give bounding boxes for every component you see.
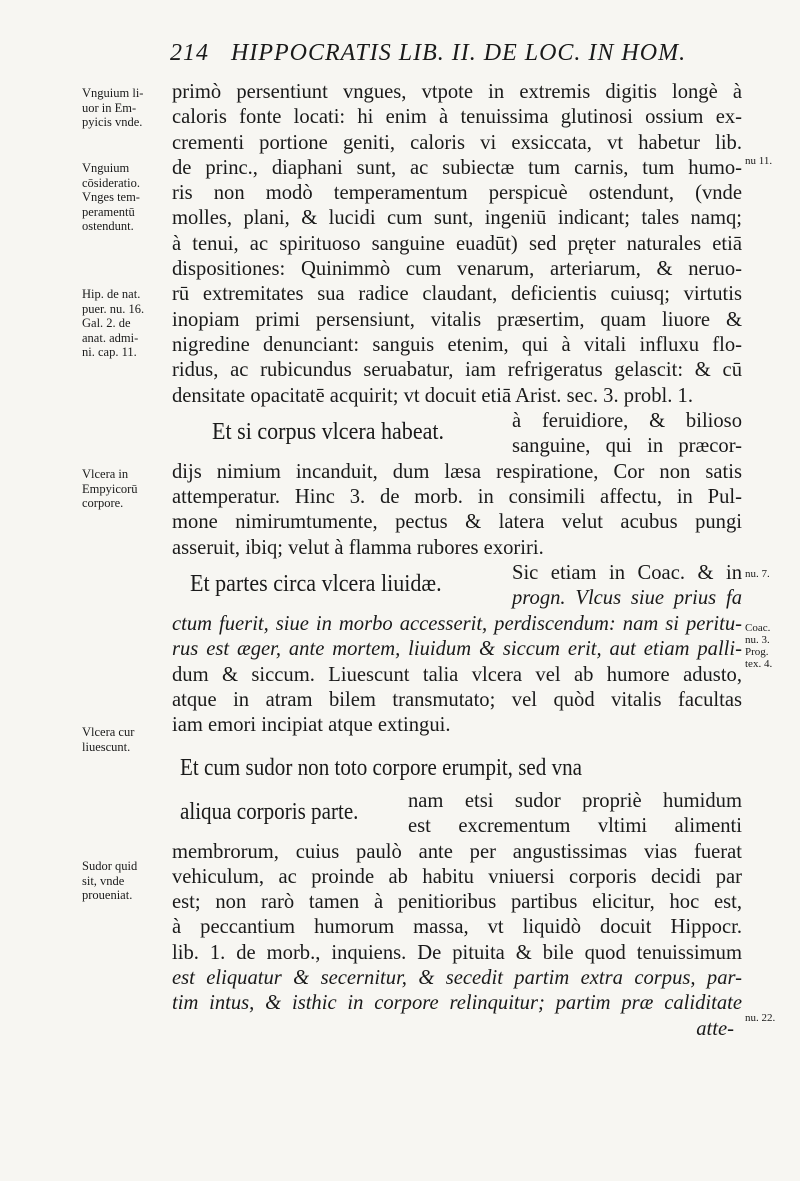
text-line: atque in atram bilem transmutato; vel quòd vitalis facultas (172, 688, 742, 711)
text-line: dijs nimium incanduit, dum læsa respiratione, Cor non satis (172, 460, 742, 483)
text-line: dispositiones: Quinimmò cum venarum, arteriarum, & neruo- (172, 258, 742, 281)
text-line: ctum fuerit, siue in morbo accesserit, perdiscendum: nam si peritu- (172, 613, 742, 636)
paragraph (172, 80, 742, 409)
text-line: à peccantium humorum massa, vt liquidò docuit Hippocr. (172, 916, 742, 939)
paragraph (172, 840, 742, 1017)
text-line: tim intus, & isthic in corpore relinquitur; partim præ caliditate (172, 992, 742, 1015)
text-line: nam etsi sudor propriè humidum (408, 789, 742, 812)
spacer (172, 739, 742, 751)
text-line: inopiam primi persensiunt, vitalis præsertim, quam liuore & (172, 308, 742, 331)
lemma-block (172, 409, 742, 460)
text-line: mone nimirumtumente, pectus & latera velut acubus pungi (172, 511, 742, 534)
margin-note-left: Hip. de nat. puer. nu. 16. Gal. 2. de anat. admi- ni. cap. 11. (82, 287, 145, 359)
text-line: est; non rarò tamen à penitioribus partibus elicitur, hoc est, (172, 891, 742, 914)
margin-note-left: Sudor quid sit, vnde proueniat. (82, 859, 138, 902)
catchword: atte- (696, 1017, 734, 1040)
text-line: de princ., diaphani sunt, ac subiectæ tum carnis, tum humo- (172, 156, 742, 179)
text-line: nigredine denunciant: sanguis etenim, qui à vitali influxu flo- (172, 333, 742, 356)
text-line: vehiculum, ac proinde ab habitu vniuersi corporis decidi par (172, 865, 742, 888)
text-line: caloris fonte locati: hi enim à tenuissima glutinosi ossium ex- (172, 106, 742, 129)
margin-note-right: Coac. nu. 3. Prog. tex. 4. (745, 622, 773, 670)
text-line: ridus, ac rubicundus seruabatur, iam refrigeratus gelascit: & cū (172, 359, 742, 382)
text-line: iam emori incipiat atque extingui. (172, 714, 451, 737)
text-line: asseruit, ibiq; velut à flamma rubores exoriri. (172, 536, 544, 559)
text-line: attemperatur. Hinc 3. de morb. in consimili affectu, in Pul- (172, 486, 742, 509)
text-line: est excrementum vltimi alimenti (408, 814, 742, 837)
text-line: Sic etiam in Coac. & in (512, 562, 742, 585)
text-line: sanguine, qui in præcor- (512, 435, 742, 458)
main-text (172, 80, 742, 1042)
text-line: densitate opacitatē acquirit; vt docuit etiā Arist. sec. 3. probl. 1. (172, 384, 693, 407)
lemma-commentary (512, 409, 742, 460)
lemma-commentary (408, 789, 742, 840)
text-line: rus est æger, ante mortem, liuidum & siccum erit, aut etiam palli- (172, 638, 742, 661)
margin-note-right: nu. 7. (745, 568, 770, 580)
paragraph (172, 460, 742, 561)
page-number: 214 (170, 40, 209, 66)
lemma-block (172, 561, 742, 612)
margin-note-right: nu 11. (745, 155, 773, 167)
text-line: membrorum, cuius paulò ante per angustissimas vias fuerat (172, 840, 742, 863)
running-head (170, 40, 730, 67)
margin-note-left: Vlcera in Empyicorū corpore. (82, 467, 138, 510)
lemma-block (172, 751, 742, 789)
text-line: molles, plani, & lucidi cum sunt, ingeniū indicant; tales namq; (172, 207, 742, 230)
margin-note-left: Vnguium li- uor in Em- pyicis vnde. (82, 86, 144, 129)
lemma-heading: Et partes circa vlcera liuidæ. (190, 570, 442, 598)
text-line: à tenui, ac spirituoso sanguine euadūt) sed pręter naturales etiā (172, 232, 742, 255)
margin-note-left: Vnguium cōsideratio. Vnges tem- peramentū ostendunt. (82, 161, 140, 233)
running-title: HIPPOCRATIS LIB. II. DE LOC. IN HOM. (231, 40, 687, 66)
text-line: crementi portione geniti, caloris vi exsiccata, vt habetur lib. (172, 131, 742, 154)
text-line: rū extremitates sua radice claudant, deficientis cuiusq; virtutis (172, 283, 742, 306)
margin-note-right: nu. 22. (745, 1012, 776, 1024)
text-line: est eliquatur & secernitur, & secedit partim extra corpus, par- (172, 967, 742, 990)
lemma-heading: Et si corpus vlcera habeat. (212, 417, 445, 445)
lemma-heading: Et cum sudor non toto corpore erumpit, sed vna (180, 753, 583, 781)
text-line: lib. 1. de morb., inquiens. De pituita & bile quod tenuissimum (172, 941, 742, 964)
catchword-row (172, 1017, 742, 1042)
text-line: dum & siccum. Liuescunt talia vlcera vel ab humore adusto, (172, 663, 742, 686)
lemma-commentary (512, 561, 742, 612)
paragraph (172, 612, 742, 738)
text-line: primò persentiunt vngues, vtpote in extremis digitis longè à (172, 81, 742, 103)
lemma-block (172, 789, 742, 840)
text-line: ris non modò temperamentum perspicuè ostendunt, (vnde (172, 182, 742, 205)
text-line: à feruidiore, & bilioso (512, 409, 742, 432)
text-line: progn. Vlcus siue prius fa (512, 587, 742, 610)
lemma-heading: aliqua corporis parte. (180, 797, 359, 825)
margin-note-left: Vlcera cur liuescunt. (82, 725, 135, 754)
